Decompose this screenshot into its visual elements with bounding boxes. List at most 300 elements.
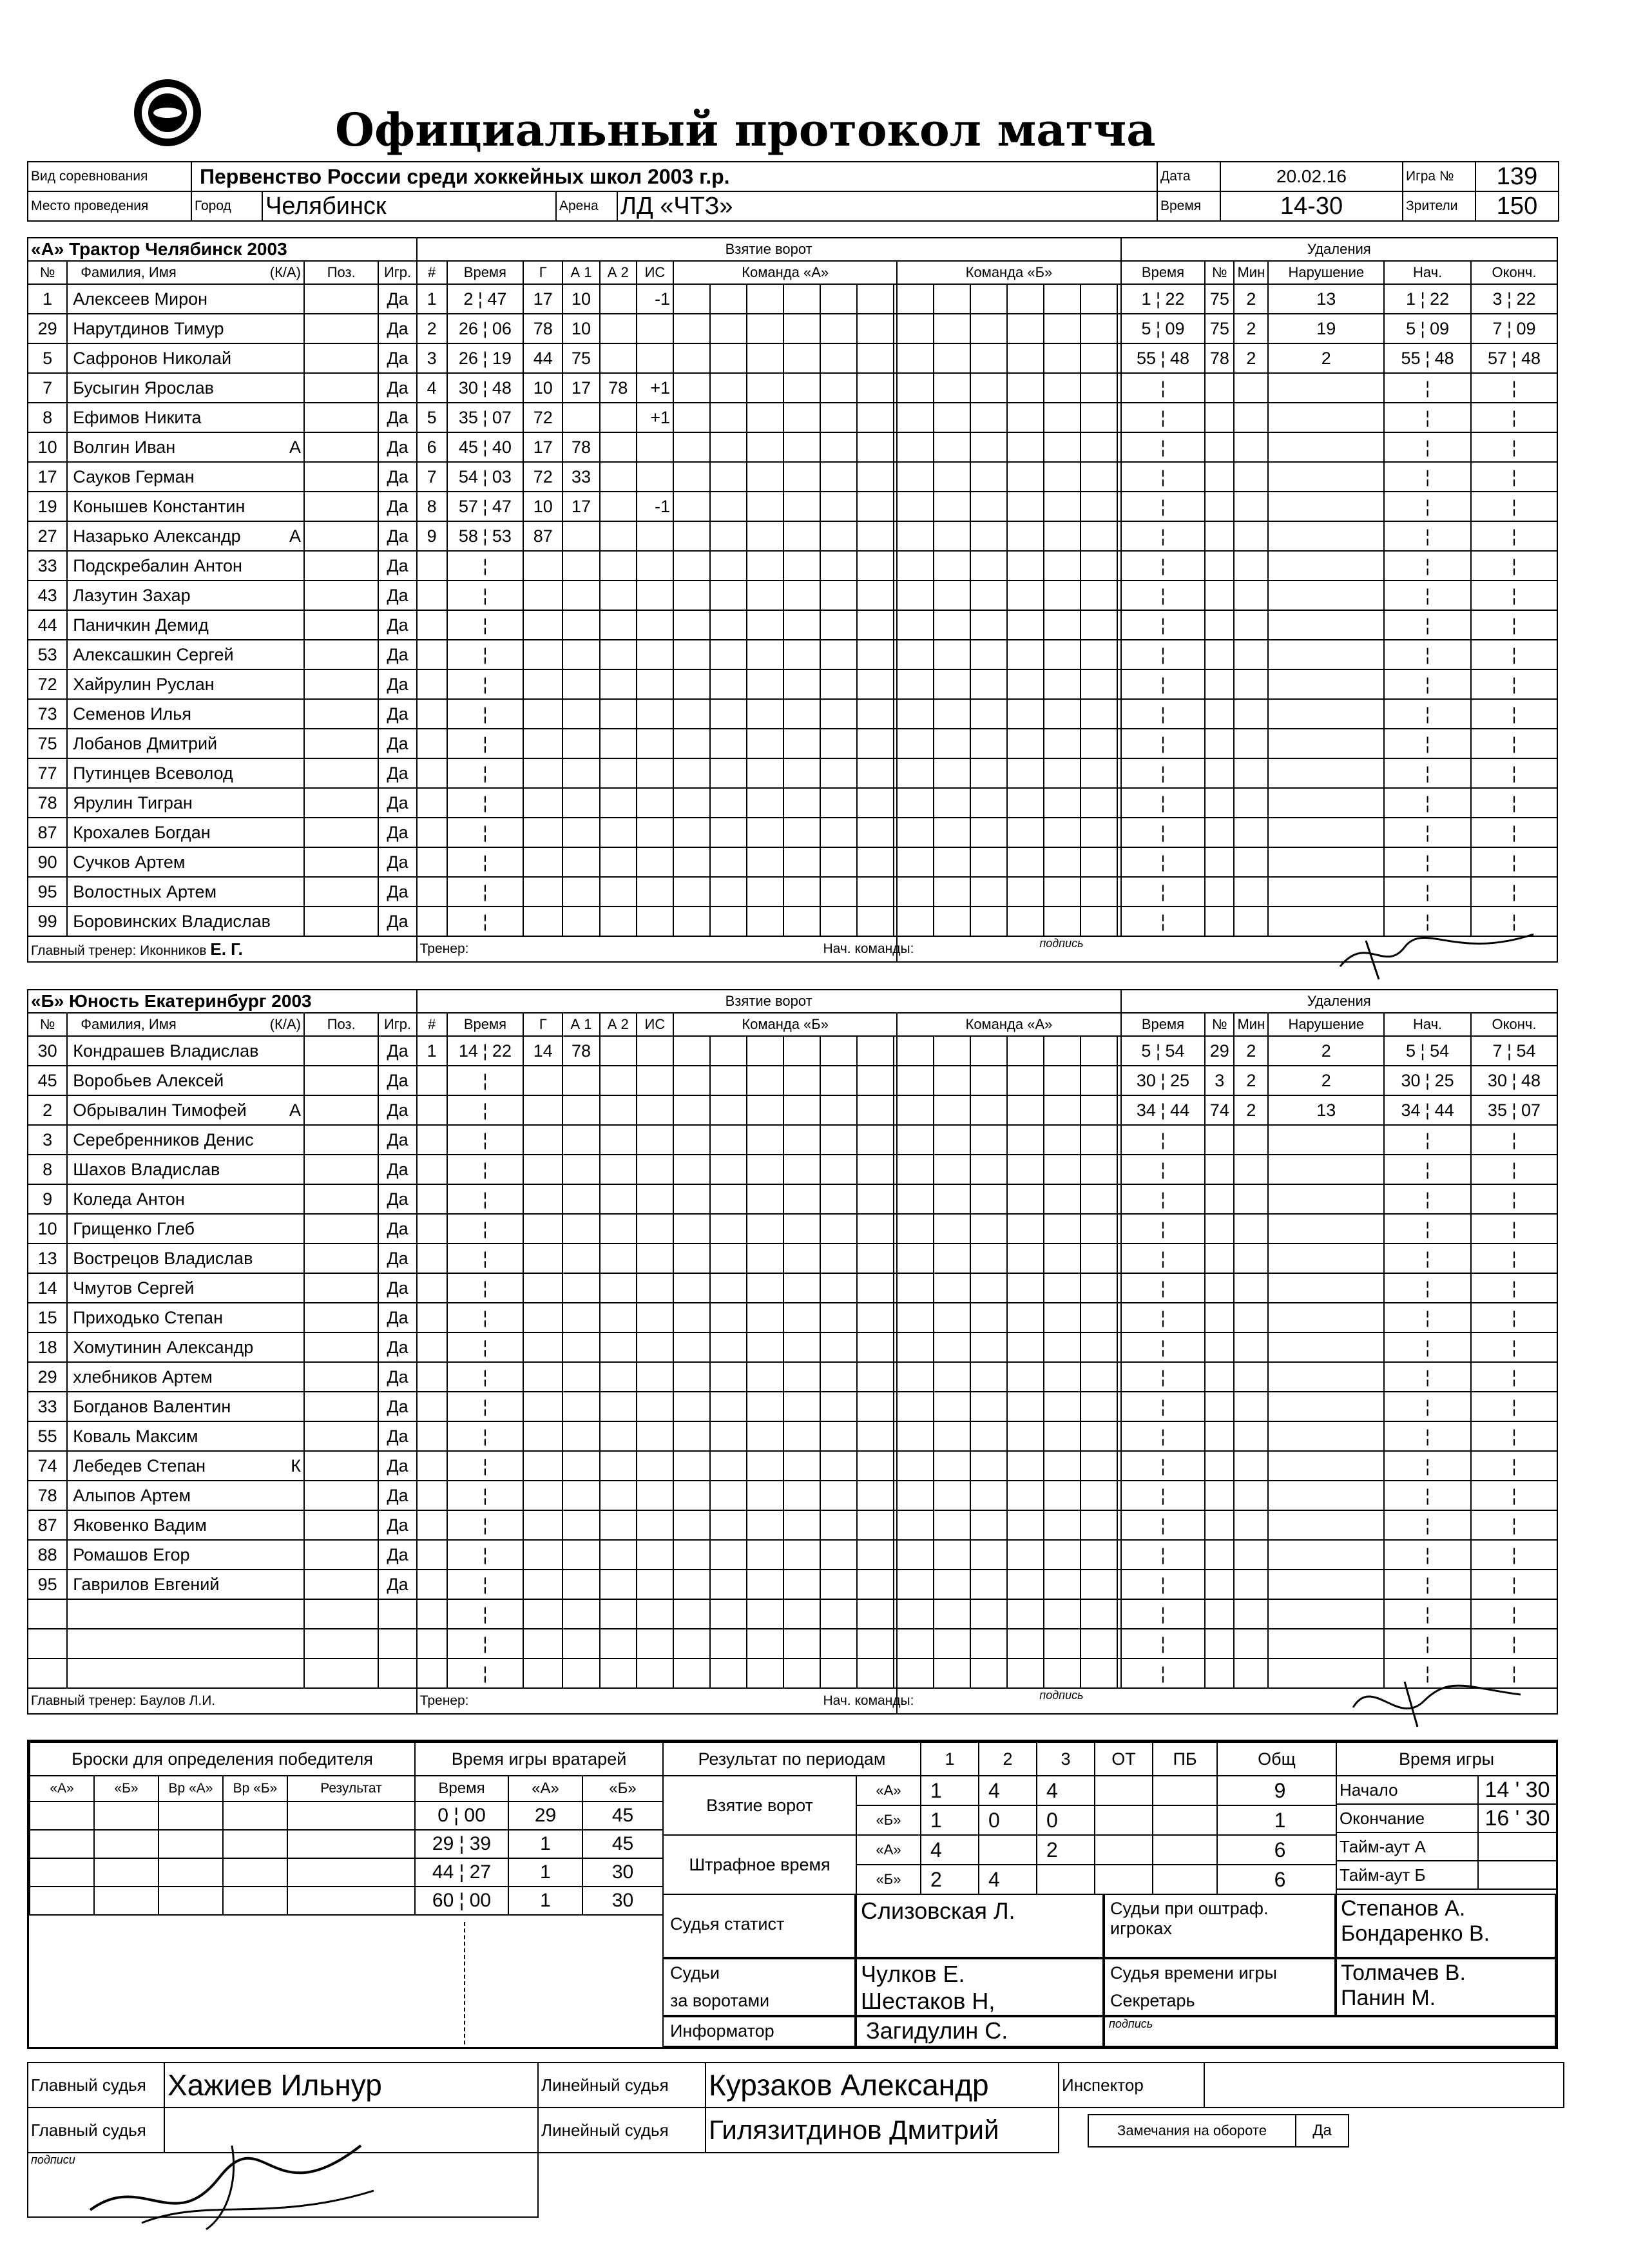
team_b-goal-scorer — [523, 1214, 562, 1244]
team_b-pen-minutes: 2 — [1234, 1095, 1268, 1125]
team-b-block — [27, 989, 1558, 1715]
team_b-player-played: Да — [378, 1244, 416, 1273]
team_b-pen-time: ¦ — [1121, 1214, 1206, 1244]
date-value: 20.02.16 — [1220, 162, 1403, 191]
goalie-sec: 00 — [469, 1890, 492, 1911]
pen-start-min: 55 — [1401, 348, 1421, 368]
player-name-text: Бусыгин Ярослав — [73, 378, 214, 398]
pen-sec: 25 — [1169, 1070, 1190, 1090]
player-name-text: Коваль Максим — [73, 1426, 198, 1446]
period-value — [979, 1835, 1037, 1865]
shootout-rows — [30, 1802, 415, 1915]
shootout-cell — [159, 1887, 223, 1915]
team_b-pen-minutes: 2 — [1234, 1036, 1268, 1066]
team_a-goal-time: ¦ — [447, 758, 523, 788]
date-label: Дата — [1157, 162, 1220, 191]
penbox-label: Судьи при оштраф. игроках — [1104, 1894, 1336, 1958]
team_b-player-name — [67, 1510, 304, 1540]
player-name-text: Нарутдинов Тимур — [73, 318, 224, 338]
team_a-goal-time: ¦ — [447, 877, 523, 907]
team_b-player-name — [67, 1658, 304, 1688]
team_b-pen-start: ¦ — [1384, 1540, 1471, 1570]
period-value: 1 — [921, 1776, 979, 1805]
team_a-goal-assist2: 78 — [600, 373, 637, 403]
team_b-player-number: 55 — [28, 1421, 67, 1451]
period-col: 3 — [1037, 1742, 1095, 1776]
team_a-player-row — [28, 877, 1557, 907]
team_b-pen-start: ¦ — [1384, 1421, 1471, 1451]
team_a-player-position — [304, 551, 342, 581]
period-col: Общ — [1217, 1742, 1336, 1776]
team_b-pen-end: ¦ — [1471, 1658, 1557, 1688]
team-a-table — [27, 237, 1558, 963]
team_a-player-played: Да — [378, 788, 416, 818]
team_b-player-number: 30 — [28, 1036, 67, 1066]
team_b-pen-end: ¦ — [1471, 1184, 1557, 1214]
team_b-player-row — [28, 1273, 1557, 1303]
team_b-player-row — [28, 1481, 1557, 1510]
team_a-pen-start: ¦ — [1384, 373, 1471, 403]
shootout-cell — [94, 1887, 159, 1915]
team_b-goal-scorer — [523, 1510, 562, 1540]
team_a-goal-situation — [637, 640, 673, 669]
team_a-pen-player — [1205, 373, 1234, 403]
team_b-goal-situation — [637, 1155, 673, 1184]
col-pen-end: Оконч. — [1471, 261, 1557, 284]
team_b-goal-number — [417, 1303, 447, 1332]
shootout-row — [30, 1858, 415, 1887]
periods-rows — [663, 1776, 1336, 1894]
team_a-player-row — [28, 432, 1557, 462]
team_b-pen-reason — [1268, 1570, 1384, 1599]
team_b-player-row — [28, 1036, 1557, 1066]
team_a-lineup-own — [673, 284, 897, 314]
team-a-sign-label: подпись — [897, 936, 1557, 962]
team_b-pen-start: ¦ — [1384, 1303, 1471, 1332]
team_a-pen-minutes: 2 — [1234, 314, 1268, 343]
team_b-player-name — [67, 1155, 304, 1184]
team_a-player-pos-extra — [342, 788, 378, 818]
goalie-a: 1 — [508, 1887, 582, 1915]
col-goal-situation: ИС — [637, 261, 673, 284]
team_a-pen-time: ¦ — [1121, 462, 1206, 492]
team_b-goal-time: ¦ — [447, 1658, 523, 1688]
team_b-goal-time: ¦ — [447, 1332, 523, 1362]
team_a-player-name — [67, 462, 304, 492]
pen-end-sec: 22 — [1516, 289, 1536, 309]
goal-sec: 47 — [487, 289, 507, 309]
team_a-player-name — [67, 788, 304, 818]
team_a-player-position — [304, 521, 342, 551]
team_b-player-number: 8 — [28, 1155, 67, 1184]
team_a-goal-situation — [637, 818, 673, 847]
team_b-player-number: 87 — [28, 1510, 67, 1540]
team_a-goal-assist2 — [600, 640, 637, 669]
team_b-pen-reason: 2 — [1268, 1036, 1384, 1066]
team_a-lineup-opp — [897, 492, 1120, 521]
team_b-goal-scorer — [523, 1392, 562, 1421]
team_a-goal-scorer: 17 — [523, 284, 562, 314]
team_b-goal-assist1 — [562, 1066, 599, 1095]
team_b-pen-reason — [1268, 1481, 1384, 1510]
team_a-pen-time: 55 ¦ 48 — [1121, 343, 1206, 373]
team_b-player-played: Да — [378, 1184, 416, 1214]
team_b-goal-assist2 — [600, 1214, 637, 1244]
team_a-lineup-opp — [897, 907, 1120, 936]
team_a-goal-assist2 — [600, 699, 637, 729]
team_a-pen-player — [1205, 729, 1234, 758]
shootout-cell — [30, 1802, 94, 1830]
pen-min: 5 — [1141, 1041, 1151, 1061]
remarks-cell — [1059, 2108, 1564, 2153]
pen-end-min: 7 — [1492, 318, 1503, 338]
team_a-goal-situation — [637, 610, 673, 640]
team_a-player-number: 43 — [28, 581, 67, 610]
period-value — [1153, 1805, 1217, 1835]
team_b-player-number: 15 — [28, 1303, 67, 1332]
team_b-player-row — [28, 1421, 1557, 1451]
team_b-goal-assist2 — [600, 1540, 637, 1570]
team_a-pen-reason — [1268, 403, 1384, 432]
team_b-player-played: Да — [378, 1392, 416, 1421]
team_a-goal-scorer — [523, 669, 562, 699]
team_b-player-row — [28, 1362, 1557, 1392]
team_b-player-row — [28, 1599, 1557, 1629]
team_a-player-number: 1 — [28, 284, 67, 314]
team_b-player-pos-extra — [342, 1510, 378, 1540]
goalie-head — [415, 1776, 663, 1802]
team_a-goal-scorer: 10 — [523, 373, 562, 403]
team_a-pen-end: ¦ — [1471, 699, 1557, 729]
informer-label: Информатор — [662, 2016, 856, 2047]
team_b-pen-reason — [1268, 1540, 1384, 1570]
team_b-lineup-own — [673, 1303, 897, 1332]
team_a-player-number: 87 — [28, 818, 67, 847]
team_a-player-number: 90 — [28, 847, 67, 877]
team_a-player-name — [67, 432, 304, 462]
federation-logo — [132, 77, 203, 148]
goal-judges-label — [662, 1958, 856, 2016]
team_a-lineup-own — [673, 373, 897, 403]
team_a-goal-number — [417, 818, 447, 847]
period-col: 1 — [921, 1742, 979, 1776]
team_a-player-played: Да — [378, 847, 416, 877]
team_a-goal-number — [417, 551, 447, 581]
pen-end-sec: 48 — [1521, 1070, 1541, 1090]
team_a-lineup-own — [673, 610, 897, 640]
team_b-lineup-opp — [897, 1451, 1120, 1481]
team_b-player-pos-extra — [342, 1570, 378, 1599]
team_a-goal-assist1 — [562, 640, 599, 669]
team_a-goal-scorer: 72 — [523, 462, 562, 492]
shootout-cell — [159, 1802, 223, 1830]
col-pen-reason-b: Нарушение — [1268, 1013, 1384, 1036]
goalie-min: 44 — [432, 1861, 454, 1883]
team_a-goal-situation — [637, 551, 673, 581]
shootout-row — [30, 1830, 415, 1858]
team_a-goal-scorer: 78 — [523, 314, 562, 343]
team_a-goal-number: 4 — [417, 373, 447, 403]
team_b-player-played: Да — [378, 1036, 416, 1066]
team_b-lineup-opp — [897, 1332, 1120, 1362]
shootout-cell — [159, 1830, 223, 1858]
col-name-text-b: Фамилия, Имя — [81, 1016, 177, 1032]
team_b-lineup-own — [673, 1451, 897, 1481]
team_a-goal-assist1: 33 — [562, 462, 599, 492]
team_b-goal-situation — [637, 1629, 673, 1658]
goalie-row — [415, 1802, 663, 1830]
competition-name: Первенство России среди хоккейных школ 2003 г.р. — [191, 162, 1157, 191]
team_a-goal-situation — [637, 907, 673, 936]
officials-sign-label: подпись — [1104, 2016, 1556, 2047]
team_b-player-pos-extra — [342, 1155, 378, 1184]
secretary-name: Панин М. — [1341, 1986, 1436, 2010]
team_b-player-name — [67, 1540, 304, 1570]
team_a-pen-end: ¦ — [1471, 581, 1557, 610]
shootout-cell — [94, 1830, 159, 1858]
team_a-pen-minutes — [1234, 699, 1268, 729]
main-ref-label-1: Главный судья — [28, 2062, 164, 2108]
team_b-pen-time: ¦ — [1121, 1599, 1206, 1629]
coach-label-b: Главный тренер: — [31, 1693, 137, 1708]
goalie-time-table — [414, 1742, 664, 1916]
team_b-goal-number — [417, 1273, 447, 1303]
team_b-goal-number — [417, 1658, 447, 1688]
team_b-pen-minutes — [1234, 1570, 1268, 1599]
period-value — [1153, 1835, 1217, 1865]
team_a-goal-scorer — [523, 818, 562, 847]
team_a-pen-player — [1205, 847, 1234, 877]
team_b-goal-assist1 — [562, 1451, 599, 1481]
team_a-goal-assist2 — [600, 847, 637, 877]
team_a-player-number: 53 — [28, 640, 67, 669]
player-name-text: Кондрашев Владислав — [73, 1041, 259, 1061]
team_a-lineup-own — [673, 521, 897, 551]
team_b-goal-number — [417, 1214, 447, 1244]
team_a-goal-assist1 — [562, 758, 599, 788]
team_a-player-pos-extra — [342, 610, 378, 640]
team_a-pen-minutes — [1234, 669, 1268, 699]
team_a-player-position — [304, 284, 342, 314]
pen-end-min: 3 — [1492, 289, 1503, 309]
team_a-goal-assist1 — [562, 877, 599, 907]
col-goal-time: Время — [447, 261, 523, 284]
team_a-player-name — [67, 581, 304, 610]
team_a-lineup-own — [673, 669, 897, 699]
goalie-b: 30 — [582, 1858, 663, 1887]
team_b-player-played: Да — [378, 1421, 416, 1451]
team_b-player-played: Да — [378, 1362, 416, 1392]
team_a-goal-time: ¦ — [447, 551, 523, 581]
team_b-goal-assist2 — [600, 1658, 637, 1688]
team_b-player-played: Да — [378, 1273, 416, 1303]
team_b-pen-end: ¦ — [1471, 1273, 1557, 1303]
team_b-pen-player — [1205, 1303, 1234, 1332]
team_b-pen-player — [1205, 1599, 1234, 1629]
game-number: 139 — [1475, 162, 1559, 191]
team_b-goal-assist1 — [562, 1244, 599, 1273]
team_b-pen-reason — [1268, 1273, 1384, 1303]
team_a-player-position — [304, 610, 342, 640]
pen-start-min: 34 — [1401, 1100, 1421, 1120]
col-goal-time-b: Время — [447, 1013, 523, 1036]
team_b-pen-start: ¦ — [1384, 1510, 1471, 1540]
period-value — [1037, 1865, 1095, 1894]
team-b-sign-label: подпись — [897, 1688, 1557, 1714]
team_b-goal-scorer — [523, 1095, 562, 1125]
goalie-sec: 39 — [469, 1833, 492, 1854]
team_a-pen-reason — [1268, 610, 1384, 640]
team_a-player-row — [28, 847, 1557, 877]
team_b-pen-minutes — [1234, 1362, 1268, 1392]
team_b-player-number — [28, 1629, 67, 1658]
penbox-name-2: Бондаренко В. — [1341, 1921, 1490, 1946]
team_b-lineup-opp — [897, 1273, 1120, 1303]
team_b-goal-assist2 — [600, 1481, 637, 1510]
team-b-coach — [28, 1688, 417, 1714]
team_b-goal-situation — [637, 1095, 673, 1125]
team_b-goal-scorer — [523, 1540, 562, 1570]
team_b-goal-situation — [637, 1332, 673, 1362]
team_a-player-played: Да — [378, 640, 416, 669]
pen-start-sec: 22 — [1430, 289, 1450, 309]
player-name-text: Ромашов Егор — [73, 1544, 190, 1564]
team_b-goal-assist1 — [562, 1303, 599, 1332]
goal-sec: 40 — [492, 437, 512, 457]
arena-value: ЛД «ЧТЗ» — [617, 191, 1157, 221]
team_a-player-row — [28, 640, 1557, 669]
team_a-goal-scorer: 72 — [523, 403, 562, 432]
chief-label: Нач. команды: — [823, 941, 914, 956]
team_a-player-name — [67, 729, 304, 758]
team-b-table — [27, 989, 1558, 1715]
team_b-player-name — [67, 1273, 304, 1303]
team_a-pen-player — [1205, 581, 1234, 610]
team_b-player-pos-extra — [342, 1125, 378, 1155]
team_a-player-row — [28, 758, 1557, 788]
team_b-player-name — [67, 1362, 304, 1392]
team_b-lineup-own — [673, 1540, 897, 1570]
team_b-lineup-opp — [897, 1510, 1120, 1540]
team_b-pen-end: ¦ — [1471, 1570, 1557, 1599]
informer-name: Загидулин С. — [856, 2016, 1104, 2047]
goalie-a: 1 — [508, 1830, 582, 1858]
team_b-goal-scorer — [523, 1066, 562, 1095]
team_a-goal-situation — [637, 699, 673, 729]
team_a-goal-time: ¦ — [447, 669, 523, 699]
player-name-text: Обрывалин Тимофей — [73, 1100, 247, 1120]
player-role: А — [289, 1100, 301, 1120]
goal-min: 14 — [458, 1041, 478, 1061]
match-header — [27, 161, 1559, 222]
team_a-pen-time: ¦ — [1121, 669, 1206, 699]
team_b-pen-reason — [1268, 1421, 1384, 1451]
team_b-lineup-opp — [897, 1421, 1120, 1451]
team_a-pen-minutes — [1234, 788, 1268, 818]
team_a-pen-player: 78 — [1205, 343, 1234, 373]
col-pos: Поз. — [304, 261, 378, 284]
game-start-h: 14 — [1484, 1777, 1510, 1802]
team_a-goal-assist2 — [600, 403, 637, 432]
team_b-player-pos-extra — [342, 1036, 378, 1066]
team_a-player-number: 75 — [28, 729, 67, 758]
team_b-goal-scorer — [523, 1362, 562, 1392]
team_a-player-number: 95 — [28, 877, 67, 907]
team_a-lineup-opp — [897, 758, 1120, 788]
team_a-pen-start: 55 ¦ 48 — [1384, 343, 1471, 373]
team_a-goal-assist1 — [562, 847, 599, 877]
period-value — [1095, 1835, 1153, 1865]
team_b-goal-assist1 — [562, 1273, 599, 1303]
team_b-pen-reason: 2 — [1268, 1066, 1384, 1095]
periods-table — [662, 1742, 1337, 1895]
team_b-goal-assist1 — [562, 1125, 599, 1155]
team_a-lineup-own — [673, 551, 897, 581]
team_b-pen-start: ¦ — [1384, 1125, 1471, 1155]
pen-sec: 54 — [1165, 1041, 1185, 1061]
team_b-player-number: 10 — [28, 1214, 67, 1244]
team_b-player-position — [304, 1658, 342, 1688]
team_b-pen-end: 35 ¦ 07 — [1471, 1095, 1557, 1125]
team_a-goal-scorer — [523, 847, 562, 877]
col-assist1-b: А 1 — [562, 1013, 599, 1036]
team_a-goal-situation — [637, 314, 673, 343]
team_b-goal-time: ¦ — [447, 1095, 523, 1125]
team_a-player-pos-extra — [342, 818, 378, 847]
shootout-cell — [287, 1802, 415, 1830]
team_a-pen-end: ¦ — [1471, 610, 1557, 640]
team_b-pen-start: ¦ — [1384, 1332, 1471, 1362]
team_b-pen-minutes — [1234, 1214, 1268, 1244]
team_b-goal-assist2 — [600, 1451, 637, 1481]
team_b-pen-end: 30 ¦ 48 — [1471, 1066, 1557, 1095]
team-a-block — [27, 237, 1558, 963]
team_b-pen-player — [1205, 1570, 1234, 1599]
player-name-text: Грищенко Глеб — [73, 1218, 195, 1238]
team_b-pen-reason — [1268, 1629, 1384, 1658]
col-pen-no-b: № — [1205, 1013, 1234, 1036]
team_a-goal-assist1 — [562, 403, 599, 432]
pen-start-min: 1 — [1406, 289, 1416, 309]
team_a-player-number: 19 — [28, 492, 67, 521]
team_b-pen-player — [1205, 1392, 1234, 1421]
team_a-pen-reason — [1268, 788, 1384, 818]
team_b-pen-start: ¦ — [1384, 1214, 1471, 1244]
team_a-goal-scorer — [523, 551, 562, 581]
goalie-sec: 00 — [464, 1805, 486, 1826]
shootout-cell — [287, 1887, 415, 1915]
team_b-pen-time: ¦ — [1121, 1244, 1206, 1273]
spectators-label: Зрители — [1403, 191, 1475, 221]
team_a-player-number: 78 — [28, 788, 67, 818]
team_a-player-played: Да — [378, 818, 416, 847]
team_a-goal-scorer: 17 — [523, 432, 562, 462]
team_a-goal-number: 9 — [417, 521, 447, 551]
spectators-value: 150 — [1475, 191, 1559, 221]
team_b-player-position — [304, 1214, 342, 1244]
team_a-player-position — [304, 373, 342, 403]
team_a-goal-number — [417, 640, 447, 669]
team_b-lineup-own — [673, 1066, 897, 1095]
team_a-pen-start: ¦ — [1384, 669, 1471, 699]
team_a-goal-assist2 — [600, 432, 637, 462]
team_a-pen-minutes — [1234, 492, 1268, 521]
team_b-pen-player — [1205, 1629, 1234, 1658]
team_a-goal-time: 45 ¦ 40 — [447, 432, 523, 462]
team_a-pen-player — [1205, 877, 1234, 907]
player-name-text: Шахов Владислав — [73, 1159, 220, 1179]
team_b-lineup-own — [673, 1214, 897, 1244]
